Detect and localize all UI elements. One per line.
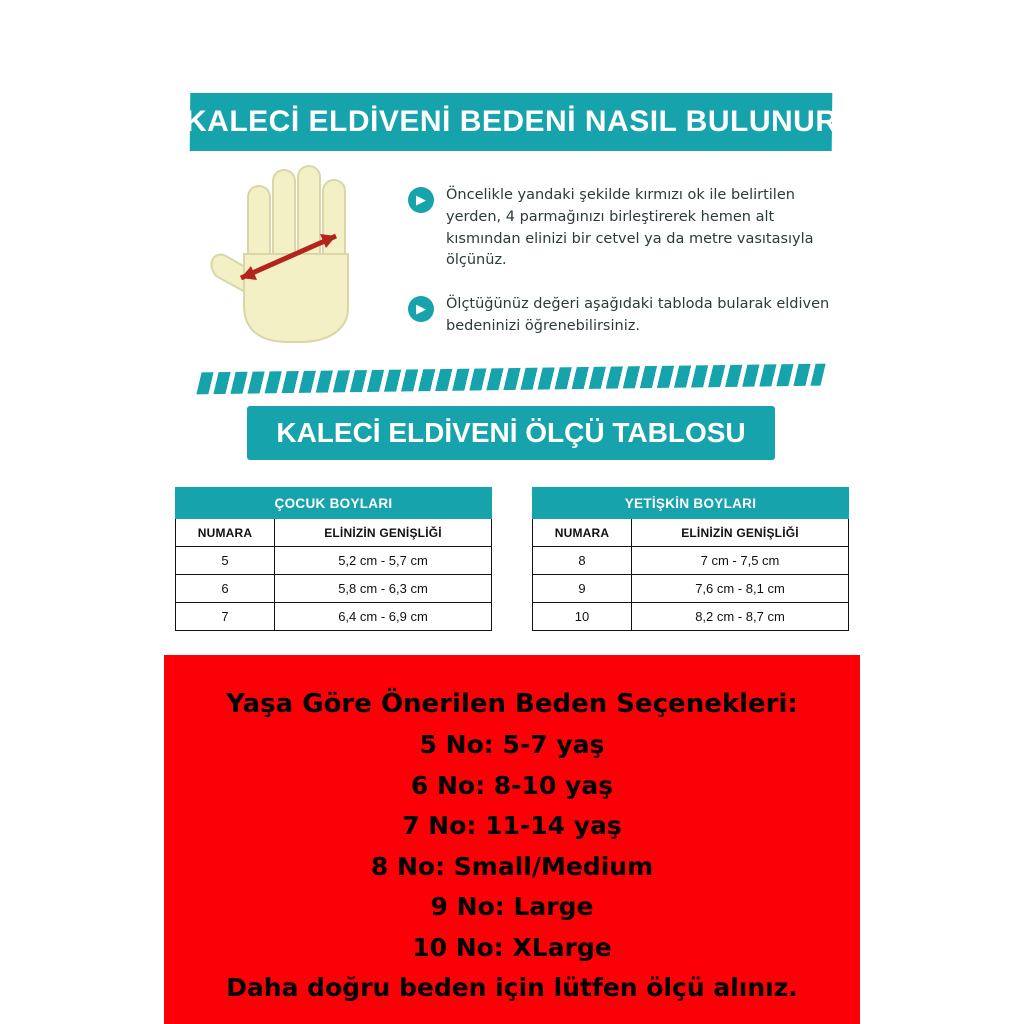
instruction-item — [408, 185, 838, 272]
table-group-header-row — [533, 488, 849, 519]
cell-size-number: 7 — [176, 603, 275, 631]
table-row — [533, 547, 849, 575]
panel-line: 9 No: Large — [430, 892, 594, 922]
instruction-text: Ölçtüğünüz değeri aşağıdaki tabloda bularak eldiven bedeninizi öğrenebilirsiniz. — [446, 296, 830, 334]
instruction-item — [408, 294, 838, 338]
table-group-header-row — [176, 488, 492, 519]
age-recommendation-panel — [164, 655, 860, 1024]
column-header-numara: NUMARA — [533, 519, 632, 547]
cell-size-number: 10 — [533, 603, 632, 631]
table-header-row — [533, 519, 849, 547]
panel-line: 5 No: 5-7 yaş — [419, 730, 605, 760]
table-row — [176, 547, 492, 575]
table-header-row — [176, 519, 492, 547]
panel-line: 6 No: 8-10 yaş — [410, 770, 614, 800]
cell-hand-width: 5,8 cm - 6,3 cm — [275, 575, 492, 603]
hand-icon — [196, 158, 396, 348]
instruction-text: Öncelikle yandaki şekilde kırmızı ok ile belirtilen yerden, 4 parmağınızı birleştirerek hemen alt kısmından elinizi bir cetvel ya da metre vasıtasıyla ölçünüz. — [446, 187, 814, 269]
panel-line: 10 No: XLarge — [412, 932, 612, 962]
table-adult-sizes — [532, 487, 849, 631]
cell-hand-width: 6,4 cm - 6,9 cm — [275, 603, 492, 631]
panel-heading: Yaşa Göre Önerilen Beden Seçenekleri: — [226, 689, 798, 719]
play-arrow-icon: ▶ — [408, 296, 434, 322]
size-tables — [0, 487, 1024, 631]
main-title-banner — [184, 93, 838, 151]
column-header-numara: NUMARA — [176, 519, 275, 547]
panel-line: 7 No: 11-14 yaş — [402, 811, 622, 841]
panel-footer-note: Daha doğru beden için lütfen ölçü alınız. — [226, 973, 798, 1003]
table-group-header: ÇOCUK BOYLARI — [176, 488, 492, 519]
panel-line: 8 No: Small/Medium — [370, 851, 654, 881]
page-title: KALECİ ELDİVENİ BEDENİ NASIL BULUNUR — [184, 105, 838, 138]
column-header-width: ELİNİZİN GENİŞLİĞİ — [632, 519, 849, 547]
table-row — [176, 575, 492, 603]
hand-measurement-illustration — [196, 158, 396, 348]
table-row — [176, 603, 492, 631]
cell-hand-width: 5,2 cm - 5,7 cm — [275, 547, 492, 575]
play-arrow-icon: ▶ — [408, 187, 434, 213]
instructions-list — [408, 185, 838, 360]
striped-divider — [196, 364, 825, 395]
table-group-header: YETİŞKİN BOYLARI — [533, 488, 849, 519]
subtitle-text: KALECİ ELDİVENİ ÖLÇÜ TABLOSU — [276, 417, 746, 448]
cell-hand-width: 7,6 cm - 8,1 cm — [632, 575, 849, 603]
cell-size-number: 6 — [176, 575, 275, 603]
subtitle-banner — [247, 406, 775, 460]
cell-size-number: 8 — [533, 547, 632, 575]
cell-size-number: 5 — [176, 547, 275, 575]
cell-size-number: 9 — [533, 575, 632, 603]
cell-hand-width: 8,2 cm - 8,7 cm — [632, 603, 849, 631]
table-child-sizes — [175, 487, 492, 631]
cell-hand-width: 7 cm - 7,5 cm — [632, 547, 849, 575]
column-header-width: ELİNİZİN GENİŞLİĞİ — [275, 519, 492, 547]
table-row — [533, 575, 849, 603]
table-row — [533, 603, 849, 631]
